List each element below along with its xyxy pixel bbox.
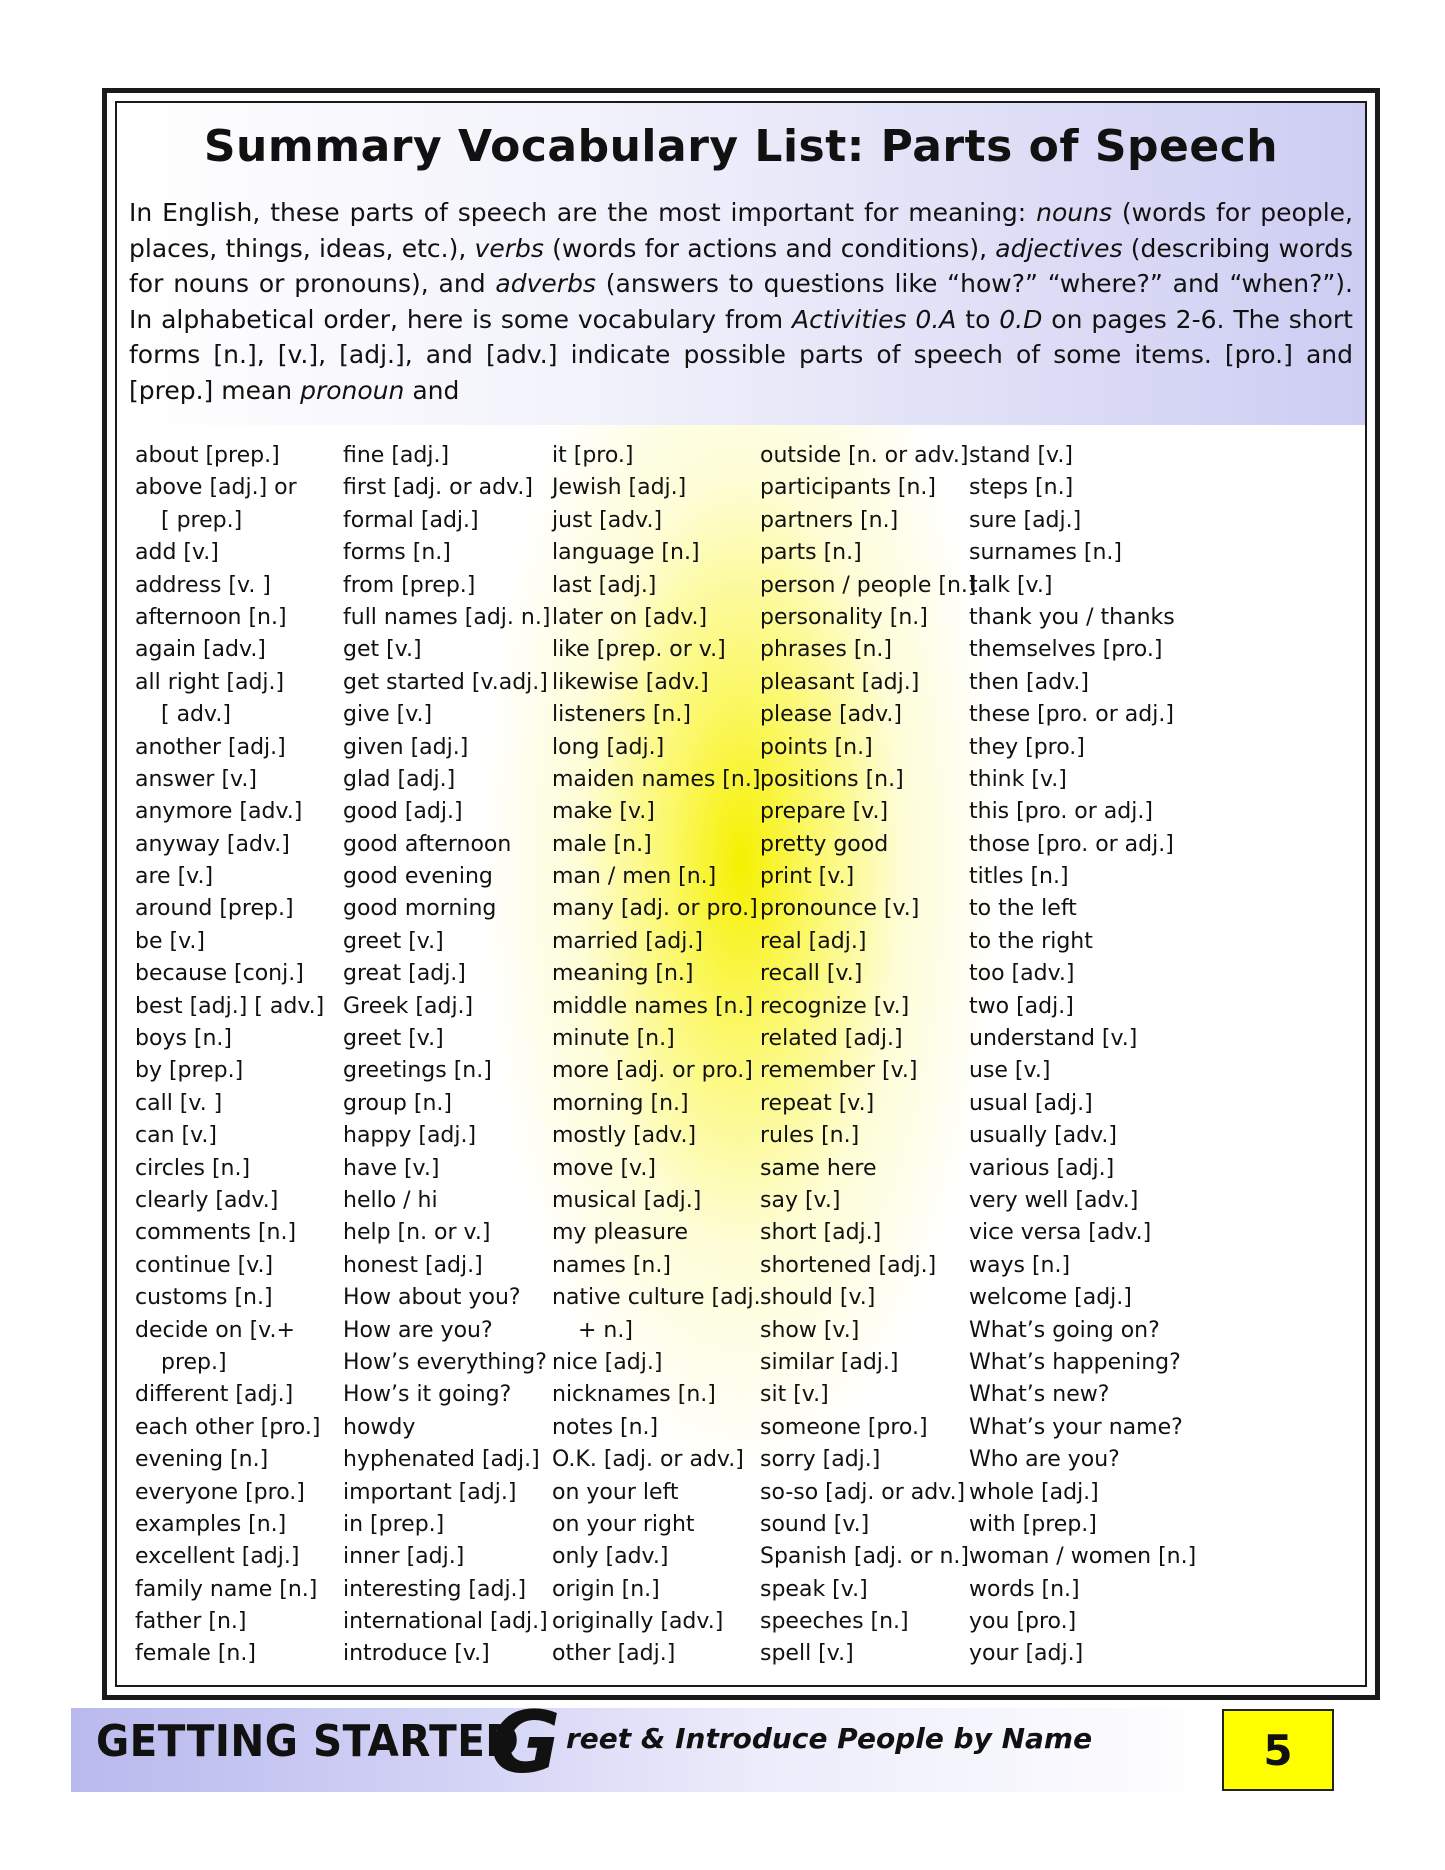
header-panel	[117, 103, 1365, 425]
vocab-entry: so-so [adj. or adv.]	[760, 1479, 966, 1505]
vocab-entry: greetings [n.]	[343, 1058, 492, 1084]
vocab-entry: around [prep.]	[135, 896, 294, 922]
vocab-entry: given [adj.]	[343, 734, 469, 760]
vocab-entry: welcome [adj.]	[969, 1285, 1132, 1311]
vocab-entry: usual [adj.]	[969, 1090, 1093, 1116]
vocab-entry: introduce [v.]	[343, 1641, 490, 1667]
vocab-entry: those [pro. or adj.]	[969, 831, 1174, 857]
vocab-entry: more [adj. or pro.]	[552, 1058, 753, 1084]
vocab-entry: fine [adj.]	[343, 443, 450, 468]
intro-text: (answers to questions like “how?” “where?” and “when?”). In alphabetical order, here is some vocabulary from	[129, 269, 1353, 334]
vocab-entry: good [adj.]	[343, 799, 463, 825]
vocab-entry: sound [v.]	[760, 1511, 870, 1537]
vocab-entry: continue [v.]	[135, 1252, 274, 1278]
vocab-entry: usually [adv.]	[969, 1123, 1117, 1149]
vocab-entry: long [adj.]	[552, 734, 665, 760]
vocab-entry: pretty good	[760, 831, 889, 857]
vocab-entry: prep.]	[161, 1349, 227, 1375]
intro-emphasis: pronoun	[300, 375, 405, 405]
vocab-entry: best [adj.] [ adv.]	[135, 993, 325, 1019]
vocab-entry: add [v.]	[135, 540, 219, 566]
vocab-entry: words [n.]	[969, 1576, 1080, 1602]
vocab-entry: married [adj.]	[552, 928, 703, 954]
vocab-entry: last [adj.]	[552, 572, 657, 598]
intro-text: to	[956, 304, 1000, 334]
page-number: 5	[1222, 1709, 1334, 1791]
vocab-entry: boys [n.]	[135, 1026, 233, 1052]
vocab-entry: participants [n.]	[760, 475, 937, 501]
vocab-column-3	[552, 440, 794, 1671]
vocab-entry: print [v.]	[760, 864, 855, 890]
vocab-entry: customs [n.]	[135, 1285, 273, 1311]
vocab-entry: glad [adj.]	[343, 766, 456, 792]
vocab-column-1	[135, 440, 377, 1671]
vocab-entry: use [v.]	[969, 1058, 1051, 1084]
vocab-entry: ways [n.]	[969, 1252, 1071, 1278]
vocab-entry: on your left	[552, 1479, 679, 1505]
vocab-entry: move [v.]	[552, 1155, 656, 1181]
vocab-entry: evening [n.]	[135, 1447, 269, 1473]
vocab-entry: nicknames [n.]	[552, 1382, 716, 1408]
intro-emphasis: Activities 0.A	[792, 304, 957, 334]
vocab-entry: it [pro.]	[552, 443, 634, 468]
vocab-entry: with [prep.]	[969, 1511, 1097, 1537]
vocab-entry: great [adj.]	[343, 961, 466, 987]
vocab-entry: various [adj.]	[969, 1155, 1115, 1181]
vocab-entry: Who are you?	[969, 1447, 1120, 1473]
vocab-entry: good evening	[343, 864, 493, 890]
vocab-entry: can [v.]	[135, 1123, 217, 1149]
vocab-entry: help [n. or v.]	[343, 1220, 491, 1246]
vocab-entry: outside [n. or adv.]	[760, 443, 969, 468]
intro-paragraph	[129, 195, 1353, 408]
vocab-entry: How are you?	[343, 1317, 493, 1343]
vocab-entry: talk [v.]	[969, 572, 1053, 598]
vocab-entry: speak [v.]	[760, 1576, 868, 1602]
vocab-entry: spell [v.]	[760, 1641, 854, 1667]
vocab-entry: sorry [adj.]	[760, 1447, 881, 1473]
vocab-entry: What’s happening?	[969, 1349, 1181, 1375]
vocab-entry: someone [pro.]	[760, 1414, 928, 1440]
vocab-entry: comments [n.]	[135, 1220, 297, 1246]
vocab-entry: Jewish [adj.]	[552, 475, 687, 501]
vocab-entry: pronounce [v.]	[760, 896, 920, 922]
vocab-entry: each other [pro.]	[135, 1414, 321, 1440]
vocab-entry: father [n.]	[135, 1609, 247, 1635]
vocab-entry: have [v.]	[343, 1155, 440, 1181]
vocab-entry: recall [v.]	[760, 961, 863, 987]
vocab-entry: Spanish [adj. or n.]	[760, 1544, 970, 1570]
vocab-entry: greet [v.]	[343, 1026, 444, 1052]
vocab-entry: mostly [adv.]	[552, 1123, 697, 1149]
intro-text: on pages 2-6. The short forms [n.], [v.], [adj.], and [adv.] indicate possible parts of speech of some items. [pro.] and [prep.] mean	[129, 304, 1353, 405]
intro-text: In English, these parts of speech are the most important for meaning:	[129, 198, 1037, 227]
vocab-column-2	[343, 440, 585, 1671]
intro-text: and	[404, 375, 460, 405]
vocab-entry: points [n.]	[760, 734, 873, 760]
vocab-entry: language [n.]	[552, 540, 700, 566]
vocab-entry: honest [adj.]	[343, 1252, 483, 1278]
vocab-entry: understand [v.]	[969, 1026, 1138, 1052]
vocab-entry: hello / hi	[343, 1187, 438, 1213]
vocab-entry: these [pro. or adj.]	[969, 702, 1174, 728]
vocab-entry: interesting [adj.]	[343, 1576, 527, 1602]
vocab-entry: likewise [adv.]	[552, 669, 709, 695]
vocab-entry: musical [adj.]	[552, 1187, 702, 1213]
vocab-entry: examples [n.]	[135, 1511, 287, 1537]
vocab-entry: related [adj.]	[760, 1026, 903, 1052]
vocab-entry: everyone [pro.]	[135, 1479, 305, 1505]
vocab-entry: too [adv.]	[969, 961, 1075, 987]
vocab-entry: listeners [n.]	[552, 702, 691, 728]
vocab-entry: because [conj.]	[135, 961, 304, 987]
vocab-entry: + n.]	[578, 1317, 633, 1343]
footer-title: reet & Introduce People by Name	[566, 1722, 1093, 1755]
vocab-entry: surnames [n.]	[969, 540, 1123, 566]
intro-emphasis: 0.D	[999, 304, 1043, 334]
footer-drop-cap: G	[490, 1693, 561, 1793]
vocab-entry: pleasant [adj.]	[760, 669, 920, 695]
vocab-entry: international [adj.]	[343, 1609, 548, 1635]
vocab-entry: How about you?	[343, 1285, 521, 1311]
vocab-column-5	[969, 440, 1211, 1671]
vocab-entry: many [adj. or pro.]	[552, 896, 758, 922]
vocab-entry: same here	[760, 1155, 877, 1181]
vocab-entry: sit [v.]	[760, 1382, 829, 1408]
vocab-entry: stand [v.]	[969, 443, 1073, 468]
vocab-entry: in [prep.]	[343, 1511, 445, 1537]
vocab-entry: personality [n.]	[760, 604, 928, 630]
vocab-entry: important [adj.]	[343, 1479, 517, 1505]
vocab-column-4	[760, 440, 1002, 1671]
vocab-entry: call [v. ]	[135, 1090, 223, 1116]
vocab-entry: different [adj.]	[135, 1382, 294, 1408]
vocab-entry: short [adj.]	[760, 1220, 882, 1246]
vocab-entry: group [n.]	[343, 1090, 452, 1116]
vocab-entry: family name [n.]	[135, 1576, 318, 1602]
vocab-entry: native culture [adj.	[552, 1285, 761, 1311]
vocab-entry: only [adv.]	[552, 1544, 669, 1570]
vocab-entry: Greek [adj.]	[343, 993, 474, 1019]
vocab-entry: woman / women [n.]	[969, 1544, 1197, 1570]
vocab-entry: steps [n.]	[969, 475, 1074, 501]
vocab-entry: originally [adv.]	[552, 1609, 724, 1635]
vocab-entry: sure [adj.]	[969, 507, 1082, 533]
vocab-entry: from [prep.]	[343, 572, 476, 598]
vocab-entry: names [n.]	[552, 1252, 671, 1278]
vocab-entry: greet [v.]	[343, 928, 444, 954]
vocabulary-list	[117, 440, 1365, 1685]
vocab-entry: then [adv.]	[969, 669, 1089, 695]
vocab-entry: my pleasure	[552, 1220, 689, 1246]
vocab-entry: get started [v.adj.]	[343, 669, 548, 695]
vocab-entry: person / people [n.]	[760, 572, 977, 598]
vocab-entry: good morning	[343, 896, 497, 922]
vocab-entry: parts [n.]	[760, 540, 862, 566]
intro-emphasis: verbs	[474, 233, 544, 263]
vocab-entry: real [adj.]	[760, 928, 867, 954]
vocab-entry: are [v.]	[135, 864, 214, 890]
vocab-entry: [ adv.]	[161, 702, 231, 728]
vocab-entry: remember [v.]	[760, 1058, 918, 1084]
vocab-entry: howdy	[343, 1414, 416, 1440]
vocab-entry: just [adv.]	[552, 507, 663, 533]
vocab-entry: minute [n.]	[552, 1026, 675, 1052]
intro-text: (words for people, places, things, ideas, etc.),	[129, 198, 1353, 263]
intro-emphasis: nouns	[1036, 198, 1112, 227]
vocab-entry: like [prep. or v.]	[552, 637, 726, 663]
vocab-entry: to the left	[969, 896, 1077, 922]
vocab-entry: How’s it going?	[343, 1382, 512, 1408]
vocab-entry: you [pro.]	[969, 1609, 1077, 1635]
vocab-entry: please [adv.]	[760, 702, 903, 728]
vocab-entry: phrases [n.]	[760, 637, 892, 663]
vocab-entry: shortened [adj.]	[760, 1252, 937, 1278]
vocab-entry: How’s everything?	[343, 1349, 547, 1375]
vocab-entry: O.K. [adj. or adv.]	[552, 1447, 744, 1473]
vocab-entry: circles [n.]	[135, 1155, 251, 1181]
vocab-entry: another [adj.]	[135, 734, 286, 760]
vocab-entry: your [adj.]	[969, 1641, 1084, 1667]
vocab-entry: think [v.]	[969, 766, 1067, 792]
vocab-entry: get [v.]	[343, 637, 422, 663]
vocab-entry: all right [adj.]	[135, 669, 285, 695]
vocab-entry: by [prep.]	[135, 1058, 244, 1084]
vocab-entry: male [n.]	[552, 831, 652, 857]
vocab-entry: morning [n.]	[552, 1090, 689, 1116]
vocab-entry: middle names [n.]	[552, 993, 754, 1019]
vocab-entry: on your right	[552, 1511, 695, 1537]
intro-emphasis: adjectives	[995, 233, 1123, 263]
vocab-entry: prepare [v.]	[760, 799, 889, 825]
vocab-entry: happy [adj.]	[343, 1123, 477, 1149]
vocab-entry: whole [adj.]	[969, 1479, 1099, 1505]
vocab-entry: show [v.]	[760, 1317, 860, 1343]
page-frame	[102, 88, 1380, 1700]
vocab-entry: later on [adv.]	[552, 604, 708, 630]
vocab-entry: notes [n.]	[552, 1414, 659, 1440]
vocab-entry: meaning [n.]	[552, 961, 694, 987]
vocab-entry: excellent [adj.]	[135, 1544, 300, 1570]
vocab-entry: partners [n.]	[760, 507, 899, 533]
page-title: Summary Vocabulary List: Parts of Speech	[203, 121, 1279, 172]
intro-emphasis: adverbs	[495, 269, 596, 298]
vocab-entry: nice [adj.]	[552, 1349, 663, 1375]
vocab-entry: maiden names [n.]	[552, 766, 761, 792]
vocab-entry: say [v.]	[760, 1187, 841, 1213]
vocab-entry: about [prep.]	[135, 443, 280, 468]
vocab-entry: anyway [adv.]	[135, 831, 290, 857]
vocab-entry: forms [n.]	[343, 540, 451, 566]
vocab-entry: origin [n.]	[552, 1576, 660, 1602]
vocab-entry: female [n.]	[135, 1641, 256, 1667]
vocab-entry: give [v.]	[343, 702, 433, 728]
vocab-entry: similar [adj.]	[760, 1349, 899, 1375]
vocab-entry: first [adj. or adv.]	[343, 475, 533, 501]
vocab-entry: good afternoon	[343, 831, 512, 857]
vocab-entry: make [v.]	[552, 799, 655, 825]
footer-section-label: GETTING STARTED	[96, 1716, 520, 1767]
vocab-entry: decide on [v.+	[135, 1317, 295, 1343]
vocab-entry: other [adj.]	[552, 1641, 676, 1667]
vocab-entry: they [pro.]	[969, 734, 1085, 760]
vocab-entry: should [v.]	[760, 1285, 876, 1311]
vocab-entry: answer [v.]	[135, 766, 257, 792]
vocab-entry: [ prep.]	[161, 507, 243, 533]
vocab-entry: hyphenated [adj.]	[343, 1447, 540, 1473]
vocab-entry: What’s going on?	[969, 1317, 1160, 1343]
vocab-entry: titles [n.]	[969, 864, 1069, 890]
vocab-entry: inner [adj.]	[343, 1544, 465, 1570]
vocab-entry: clearly [adv.]	[135, 1187, 279, 1213]
vocab-entry: man / men [n.]	[552, 864, 717, 890]
vocab-entry: address [v. ]	[135, 572, 271, 598]
vocab-entry: vice versa [adv.]	[969, 1220, 1152, 1246]
vocab-entry: What’s new?	[969, 1382, 1110, 1408]
vocab-entry: recognize [v.]	[760, 993, 910, 1019]
vocab-entry: speeches [n.]	[760, 1609, 909, 1635]
vocab-entry: themselves [pro.]	[969, 637, 1163, 663]
vocab-entry: thank you / thanks	[969, 604, 1175, 630]
vocab-entry: to the right	[969, 928, 1093, 954]
vocab-entry: again [adv.]	[135, 637, 266, 663]
vocab-entry: two [adj.]	[969, 993, 1074, 1019]
vocab-entry: repeat [v.]	[760, 1090, 875, 1116]
frame-inner	[115, 101, 1367, 1687]
vocab-entry: rules [n.]	[760, 1123, 860, 1149]
vocab-entry: full names [adj. n.]	[343, 604, 551, 630]
vocab-entry: formal [adj.]	[343, 507, 479, 533]
vocab-entry: very well [adv.]	[969, 1187, 1139, 1213]
vocab-entry: anymore [adv.]	[135, 799, 303, 825]
vocab-entry: above [adj.] or	[135, 475, 297, 501]
vocab-entry: this [pro. or adj.]	[969, 799, 1153, 825]
intro-text: (words for actions and conditions),	[543, 233, 996, 263]
vocab-entry: be [v.]	[135, 928, 205, 954]
vocab-entry: afternoon [n.]	[135, 604, 287, 630]
intro-text: (describing words for nouns or pronouns), and	[129, 233, 1353, 298]
vocab-entry: positions [n.]	[760, 766, 904, 792]
vocab-entry: What’s your name?	[969, 1414, 1183, 1440]
